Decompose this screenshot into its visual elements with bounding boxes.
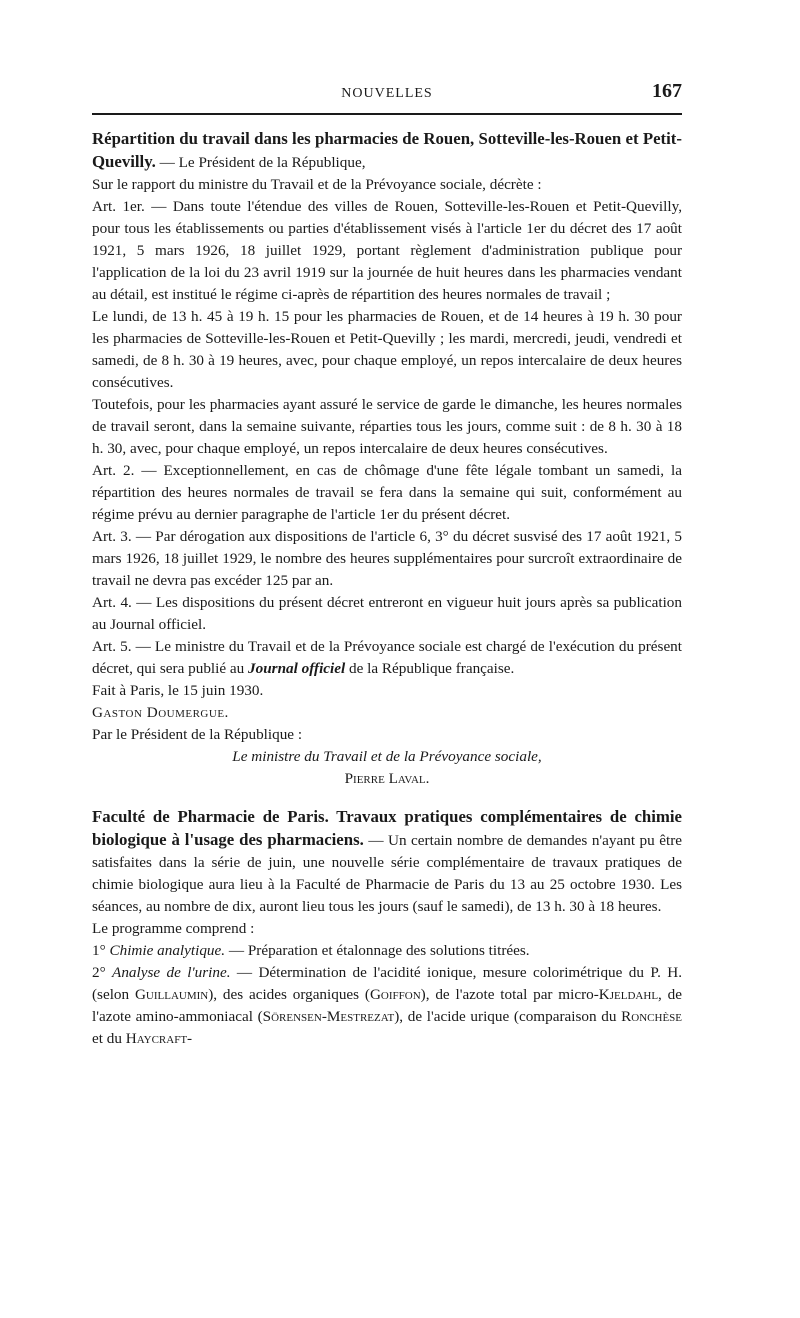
signature-laval: Pierre Laval. xyxy=(344,770,430,787)
decree-article-4: Art. 4. — Les dispositions du présent décret entreront en vigueur huit jours après sa publication au Journal officiel. xyxy=(92,594,682,633)
running-head xyxy=(92,80,682,110)
item2-text-e: ), de l'acide urique (comparaison du xyxy=(394,1008,622,1025)
art5-journal: Journal officiel xyxy=(248,660,346,677)
faculte-intro: — Un certain nombre de demandes n'ayant pu être satisfaites dans la série de juin, une nouvelle série complémentaire de travaux pratiques de chimie biologique aura lieu à la Faculté de Pharmacie de Paris du 13 au 25 octobre 1930. Les séances, au nombre de dix, auront lieu tous les jours (sauf le samedi), de 13 h. 30 à 18 heures. xyxy=(92,832,682,915)
running-head-title: NOUVELLES xyxy=(341,86,433,101)
decree-intro: — Le Président de la République, xyxy=(155,154,366,171)
decree-article-5 xyxy=(92,636,682,680)
decree-fait: Fait à Paris, le 15 juin 1930. xyxy=(92,682,264,699)
header-rule xyxy=(92,113,682,115)
decree-rapport: Sur le rapport du ministre du Travail et de la Prévoyance sociale, décrète : xyxy=(92,176,542,193)
decree-ministre: Le ministre du Travail et de la Prévoyance sociale, xyxy=(232,748,542,765)
decree-par-le: Par le Président de la République : xyxy=(92,726,303,743)
decree-article-1: Art. 1er. — Dans toute l'étendue des villes de Rouen, Sotteville-les-Rouen et Petit-Quevilly, pour tous les établissements ou parties d'établissement visés à l'article 1er du décret des 17 août 1921, 5 mars 1926, 18 juillet 1929, portant règlement d'administration publique pour l'application de la loi du 23 avril 1919 sur la journée de huit heures dans les pharmacies vendant au détail, est institué le régime ci-après de répartition des heures normales de travail ; xyxy=(92,198,682,303)
art5-text-b: de la République française. xyxy=(345,660,515,677)
decree-lundi: Le lundi, de 13 h. 45 à 19 h. 15 pour les pharmacies de Rouen, et de 14 heures à 19 h. 30 pour les pharmacies de Sotteville-les-Rouen et Petit-Quevilly ; les mardi, mercredi, jeudi, vendredi et samedi, de 8 h. 30 à 19 heures, avec, pour chaque employé, un repos intercalaire de deux heures consécutives. xyxy=(92,308,682,391)
decree-heading xyxy=(92,128,682,174)
name-haycraft: Haycraft- xyxy=(125,1030,193,1047)
programme-item-1 xyxy=(92,940,682,962)
item2-label: Analyse de l'urine. xyxy=(112,964,231,981)
item2-text-b: ), des acides organiques ( xyxy=(208,986,370,1003)
name-kjeldahl: Kjeldahl xyxy=(598,986,659,1003)
item2-num: 2° xyxy=(92,964,113,981)
item1-label: Chimie analytique. xyxy=(109,942,226,959)
section-gap xyxy=(92,790,682,806)
programme-item-2 xyxy=(92,962,682,1050)
art5-text-a: Art. 5. — Le ministre du Travail et de la Prévoyance sociale est chargé de l'exécution du présent décret, qui sera publié au xyxy=(92,638,682,677)
decree-article-2: Art. 2. — Exceptionnellement, en cas de chômage d'une fête légale tombant un samedi, la répartition des heures normales de travail se fera dans la semaine qui suit, conformément au régime prévu au dernier paragraphe de l'article 1er du présent décret. xyxy=(92,462,682,523)
faculte-title: Faculté de Pharmacie de Paris. Travaux pratiques complémentaires de chimie biologique à l'usage des pharmaciens. xyxy=(92,807,682,849)
name-ronchese: Ronchèse xyxy=(621,1008,682,1025)
item1-num: 1° xyxy=(92,942,110,959)
decree-title: Répartition du travail dans les pharmacies de Rouen, Sotteville-les-Rouen et Petit-Quevilly. xyxy=(92,129,682,171)
page-number: 167 xyxy=(652,80,682,102)
item1-text: — Préparation et étalonnage des solutions titrées. xyxy=(225,942,530,959)
decree-toutefois: Toutefois, pour les pharmacies ayant assuré le service de garde le dimanche, les heures normales de travail seront, dans la semaine suivante, réparties tous les jours, comme suit : de 8 h. 30 à 18 h. 30, avec, pour chaque employé, un repos intercalaire de deux heures consécutives. xyxy=(92,396,682,457)
name-guillaumin: Guillaumin xyxy=(134,986,209,1003)
item2-text-d: , de l'azote amino-ammoniacal ( xyxy=(92,986,682,1025)
signature-doumergue: Gaston Doumergue. xyxy=(92,704,229,721)
item2-text-c: ), de l'azote total par micro- xyxy=(420,986,599,1003)
page-body xyxy=(92,128,682,1050)
name-goiffon: Goiffon xyxy=(369,986,421,1003)
faculte-programme: Le programme comprend : xyxy=(92,920,255,937)
item2-text-f: et du xyxy=(92,1030,126,1047)
name-sorensen: Sörensen-Mestrezat xyxy=(262,1008,395,1025)
decree-article-3: Art. 3. — Par dérogation aux dispositions de l'article 6, 3° du décret susvisé des 17 août 1921, 5 mars 1926, 18 juillet 1929, le nombre des heures supplémentaires pour surcroît extraordinaire de travail ne devra pas excéder 125 par an. xyxy=(92,528,682,589)
faculte-heading xyxy=(92,806,682,918)
item2-text-a: — Détermination de l'acidité ionique, mesure colorimétrique du P. H. (selon xyxy=(92,964,683,1003)
